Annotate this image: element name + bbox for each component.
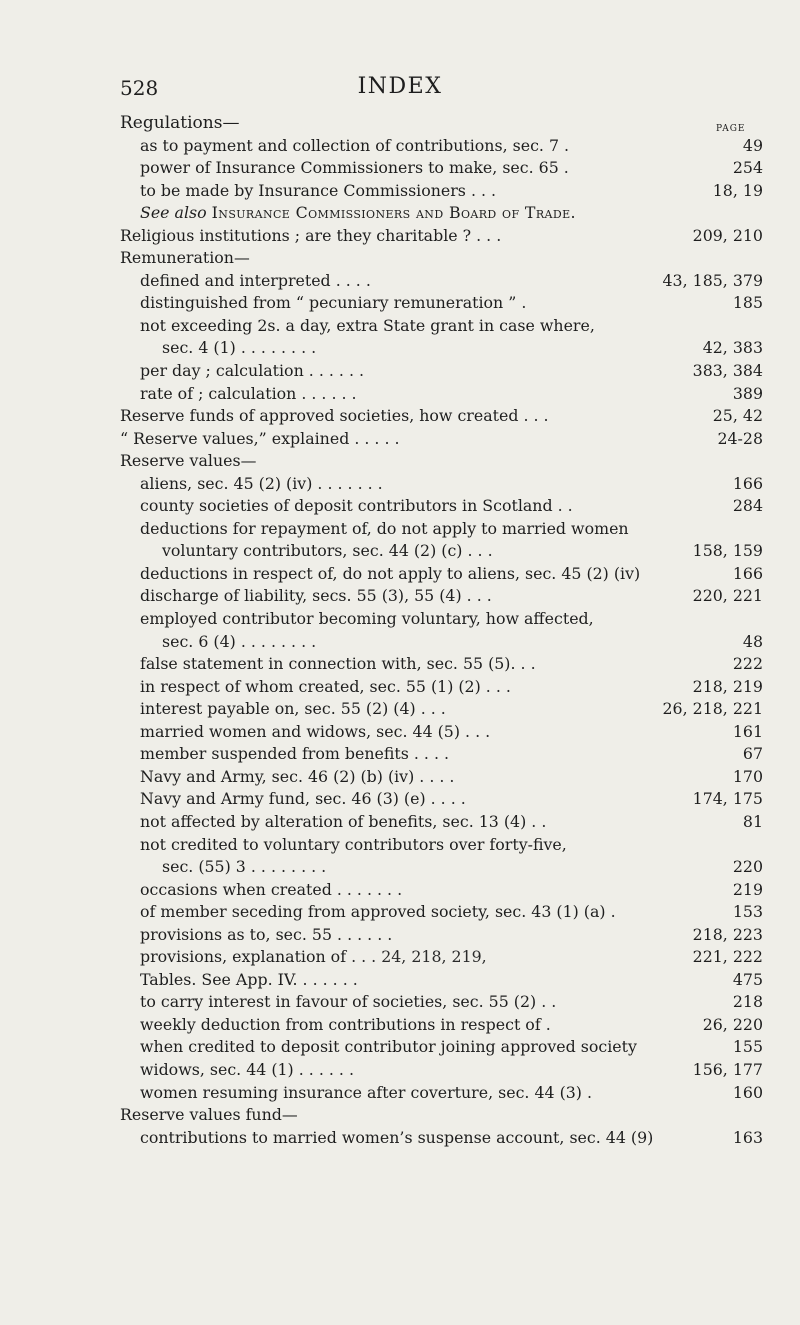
page-reference: 383, 384	[692, 361, 763, 381]
entry-text: discharge of liability, secs. 55 (3), 55 (4)	[140, 586, 462, 606]
page-reference: 161	[732, 721, 763, 741]
entry-text: widows, sec. 44 (1)	[140, 1059, 294, 1079]
index-subentry	[140, 788, 466, 811]
page-reference: 18, 19	[712, 180, 763, 200]
index-line	[0, 473, 800, 496]
page-reference: 43, 185, 379	[662, 270, 763, 290]
page-reference: 389	[732, 383, 763, 403]
index-line	[0, 608, 800, 631]
dot-leader: . .	[552, 496, 573, 516]
index-entries	[0, 112, 800, 1149]
index-subentry	[140, 1082, 592, 1105]
entry-text: not exceeding 2s. a day, extra State grant in case where,	[140, 315, 595, 335]
running-head: INDEX	[357, 74, 443, 99]
index-line	[0, 698, 800, 721]
index-subentry	[162, 540, 493, 563]
index-line	[0, 202, 800, 225]
index-line	[0, 1036, 800, 1059]
index-line	[0, 450, 800, 473]
page-reference: 166	[732, 473, 763, 493]
page-reference: 26, 218, 221	[662, 699, 763, 719]
entry-text: Reserve values—	[120, 451, 257, 471]
index-heading	[120, 112, 239, 135]
page-reference: 158, 159	[692, 541, 763, 561]
dot-leader: .	[581, 1082, 593, 1102]
index-subentry	[140, 721, 490, 744]
dot-leader: . . .	[480, 676, 511, 696]
dot-leader: . .	[526, 811, 547, 831]
dot-leader: . . . 24, 218, 219,	[346, 947, 487, 967]
index-line	[0, 428, 800, 451]
index-line	[0, 991, 800, 1014]
entry-text: Reserve funds of approved societies, how created	[120, 406, 519, 426]
index-subentry	[162, 631, 316, 654]
index-heading	[120, 450, 256, 473]
entry-text: false statement in connection with, sec. 55 (5).	[140, 654, 516, 674]
dot-leader: . . . . . .	[332, 924, 393, 944]
page-column-label: PAGE	[716, 124, 746, 134]
page-reference: 163	[732, 1127, 763, 1147]
index-subentry	[140, 585, 492, 608]
index-line	[0, 225, 800, 248]
dot-leader: . . . . .	[349, 428, 400, 448]
index-line	[0, 135, 800, 158]
index-subentry	[140, 811, 546, 834]
dot-leader: . . .	[415, 699, 446, 719]
index-subentry	[140, 766, 454, 789]
index-line	[0, 631, 800, 654]
entry-text: women resuming insurance after coverture, sec. 44 (3)	[140, 1082, 582, 1102]
index-subentry	[140, 1036, 637, 1059]
dot-leader: . . . . . .	[296, 383, 357, 403]
dot-leader: .	[605, 902, 616, 922]
entry-text: sec. 4 (1)	[162, 338, 236, 358]
page-reference: 219	[732, 879, 763, 899]
index-subentry	[140, 676, 511, 699]
index-heading	[120, 1104, 298, 1127]
entry-text: weekly deduction from contributions in respect of	[140, 1014, 541, 1034]
entry-text: to be made by Insurance Commissioners	[140, 180, 466, 200]
index-line	[0, 1127, 800, 1150]
index-subentry	[140, 383, 357, 406]
index-subentry	[140, 608, 594, 631]
index-line	[0, 969, 800, 992]
index-subentry	[140, 991, 556, 1014]
entry-text: distinguished from “ pecuniary remuneration ”	[140, 293, 517, 313]
entry-text: Regulations—	[120, 113, 240, 133]
page-reference: 67	[742, 744, 763, 764]
index-line	[0, 1014, 800, 1037]
index-line	[0, 879, 800, 902]
index-subentry	[140, 924, 392, 947]
index-line	[0, 405, 800, 428]
index-subentry	[140, 698, 446, 721]
page-reference: 475	[732, 969, 763, 989]
entry-text: per day ; calculation	[140, 361, 304, 381]
entry-text: Navy and Army fund, sec. 46 (3) (e)	[140, 789, 426, 809]
page-reference: 153	[732, 902, 763, 922]
index-subentry	[140, 495, 573, 518]
index-line	[0, 946, 800, 969]
entry-text: aliens, sec. 45 (2) (iv)	[140, 473, 313, 493]
index-heading	[120, 405, 549, 428]
dot-leader: . . . . . . .	[312, 473, 383, 493]
index-subentry	[140, 1059, 354, 1082]
dot-leader: . . . .	[425, 789, 466, 809]
entry-text: deductions in respect of, do not apply to aliens, sec. 45 (2) (iv)	[140, 563, 641, 583]
index-subentry	[140, 1127, 653, 1150]
entry-text: to carry interest in favour of societies, sec. 55 (2)	[140, 992, 537, 1012]
dot-leader: . . . . . . . .	[245, 857, 327, 877]
page-reference: 42, 383	[702, 338, 763, 358]
index-subentry	[140, 1014, 551, 1037]
entry-text: provisions as to, sec. 55	[140, 924, 333, 944]
page-reference: 24-28	[717, 428, 763, 448]
index-line	[0, 270, 800, 293]
entry-text: Navy and Army, sec. 46 (2) (b) (iv)	[140, 766, 415, 786]
page-reference: 185	[732, 293, 763, 313]
index-line	[0, 585, 800, 608]
dot-leader: . . .	[461, 586, 492, 606]
index-subentry	[140, 292, 526, 315]
index-subentry	[140, 563, 640, 586]
entry-text: occasions when created	[140, 879, 332, 899]
page-reference: 222	[732, 654, 763, 674]
entry-text: of member seceding from approved society, sec. 43 (1) (a)	[140, 902, 606, 922]
dot-leader: . . . .	[408, 744, 450, 764]
dot-leader: . . .	[462, 541, 493, 561]
index-line	[0, 766, 800, 789]
dot-leader: . . . .	[330, 270, 371, 290]
entry-text: sec. 6 (4)	[162, 631, 236, 651]
dot-leader: . . . . . .	[297, 969, 358, 989]
index-heading	[120, 225, 501, 248]
dot-leader: . . .	[460, 721, 491, 741]
dot-leader: . . .	[465, 180, 497, 200]
entry-text: not credited to voluntary contributors over forty-five,	[140, 834, 567, 854]
entry-text: member suspended from benefits	[140, 744, 409, 764]
dot-leader: .	[516, 293, 527, 313]
index-subentry	[140, 901, 616, 924]
index-line	[0, 653, 800, 676]
index-subentry	[140, 834, 567, 857]
see-also-target: Insurance Commissioners and Board of Trade.	[211, 203, 576, 223]
index-subentry	[140, 157, 569, 180]
index-line	[0, 180, 800, 203]
entry-text: married women and widows, sec. 44 (5)	[140, 721, 461, 741]
index-line	[0, 721, 800, 744]
index-line	[0, 495, 800, 518]
index-line	[0, 1059, 800, 1082]
entry-text: in respect of whom created, sec. 55 (1) (2)	[140, 676, 481, 696]
page-reference: 160	[732, 1082, 763, 1102]
index-line	[0, 518, 800, 541]
page-reference: 254	[732, 158, 763, 178]
index-line	[0, 901, 800, 924]
index-line	[0, 676, 800, 699]
entry-text: power of Insurance Commissioners to make, sec. 65	[140, 158, 559, 178]
see-also-label: See also	[140, 203, 212, 223]
page-reference: 166	[732, 563, 763, 583]
entry-text: not affected by alteration of benefits, sec. 13 (4)	[140, 811, 527, 831]
page-reference: 155	[732, 1037, 763, 1057]
dot-leader: . . . . . .	[303, 361, 365, 381]
index-subentry	[140, 743, 449, 766]
index-line	[0, 157, 800, 180]
page-reference: 49	[742, 135, 763, 155]
index-line	[0, 112, 800, 135]
page-reference: 25, 42	[712, 406, 763, 426]
index-subentry	[140, 315, 595, 338]
index-line	[0, 834, 800, 857]
dot-leader: . .	[536, 992, 557, 1012]
index-subentry	[140, 946, 487, 969]
dot-leader: . . . . . .	[293, 1059, 354, 1079]
dot-leader: . . . . . . . .	[235, 338, 317, 358]
page-reference: 218, 219	[692, 676, 763, 696]
index-heading	[120, 428, 400, 451]
page-reference: 48	[742, 631, 763, 651]
dot-leader: . . .	[518, 406, 549, 426]
dot-leader: . . . .	[414, 766, 455, 786]
index-line	[0, 360, 800, 383]
index-line	[0, 788, 800, 811]
index-line	[0, 924, 800, 947]
dot-leader: .	[558, 158, 569, 178]
index-line	[0, 292, 800, 315]
page-reference: 220	[732, 857, 763, 877]
index-subentry	[140, 518, 629, 541]
dot-leader: . . . . . . . .	[235, 631, 317, 651]
index-subentry	[140, 135, 569, 158]
index-line	[0, 811, 800, 834]
index-line	[0, 1104, 800, 1127]
page-reference: 218, 223	[692, 924, 763, 944]
entry-text: county societies of deposit contributors in Scotland	[140, 496, 553, 516]
page-reference: 218	[732, 992, 763, 1012]
index-subentry	[140, 653, 536, 676]
index-subentry	[162, 856, 326, 879]
index-line	[0, 383, 800, 406]
dot-leader: .	[540, 1014, 551, 1034]
page-reference: 156, 177	[692, 1059, 763, 1079]
page-reference: 284	[732, 496, 763, 516]
page-reference: 221, 222	[692, 947, 763, 967]
entry-text: when credited to deposit contributor joining approved society	[140, 1037, 637, 1057]
entry-text: rate of ; calculation	[140, 383, 297, 403]
index-subentry	[140, 879, 402, 902]
index-line	[0, 540, 800, 563]
entry-text: Remuneration—	[120, 248, 250, 268]
index-subentry	[162, 337, 316, 360]
dot-leader: . .	[515, 654, 536, 674]
index-line	[0, 337, 800, 360]
entry-text: deductions for repayment of, do not apply to married women	[140, 518, 629, 538]
page-reference: 220, 221	[692, 586, 763, 606]
dot-leader: . . .	[471, 225, 502, 245]
entry-text: as to payment and collection of contributions, sec. 7	[140, 135, 560, 155]
index-heading	[120, 247, 250, 270]
page-number: 528	[120, 76, 159, 100]
entry-text: contributions to married women’s suspense account, sec. 44 (9)	[140, 1127, 654, 1147]
index-line	[0, 856, 800, 879]
page-reference: 26, 220	[702, 1014, 763, 1034]
entry-text: Religious institutions ; are they charitable ?	[120, 225, 472, 245]
index-line	[0, 563, 800, 586]
entry-text: defined and interpreted	[140, 270, 331, 290]
index-subentry	[140, 202, 576, 225]
entry-text: provisions, explanation of	[140, 947, 347, 967]
entry-text: employed contributor becoming voluntary, how affected,	[140, 609, 594, 629]
page-reference: 81	[742, 811, 763, 831]
index-subentry	[140, 360, 364, 383]
dot-leader: . . . . . . .	[331, 879, 403, 899]
entry-text: Tables. See App. IV.	[140, 969, 298, 989]
index-line	[0, 743, 800, 766]
index-subentry	[140, 180, 496, 203]
entry-text: voluntary contributors, sec. 44 (2) (c)	[162, 541, 463, 561]
page-reference: 174, 175	[692, 789, 763, 809]
page-reference: 170	[732, 766, 763, 786]
index-line	[0, 315, 800, 338]
entry-text: Reserve values fund—	[120, 1105, 298, 1125]
index-line	[0, 1082, 800, 1105]
entry-text: interest payable on, sec. 55 (2) (4)	[140, 699, 416, 719]
entry-text: sec. (55) 3	[162, 857, 246, 877]
index-subentry	[140, 270, 371, 293]
index-subentry	[140, 969, 358, 992]
index-subentry	[140, 473, 383, 496]
dot-leader: .	[559, 135, 570, 155]
index-line	[0, 247, 800, 270]
page-reference: 209, 210	[692, 225, 763, 245]
entry-text: “ Reserve values,” explained	[120, 428, 350, 448]
